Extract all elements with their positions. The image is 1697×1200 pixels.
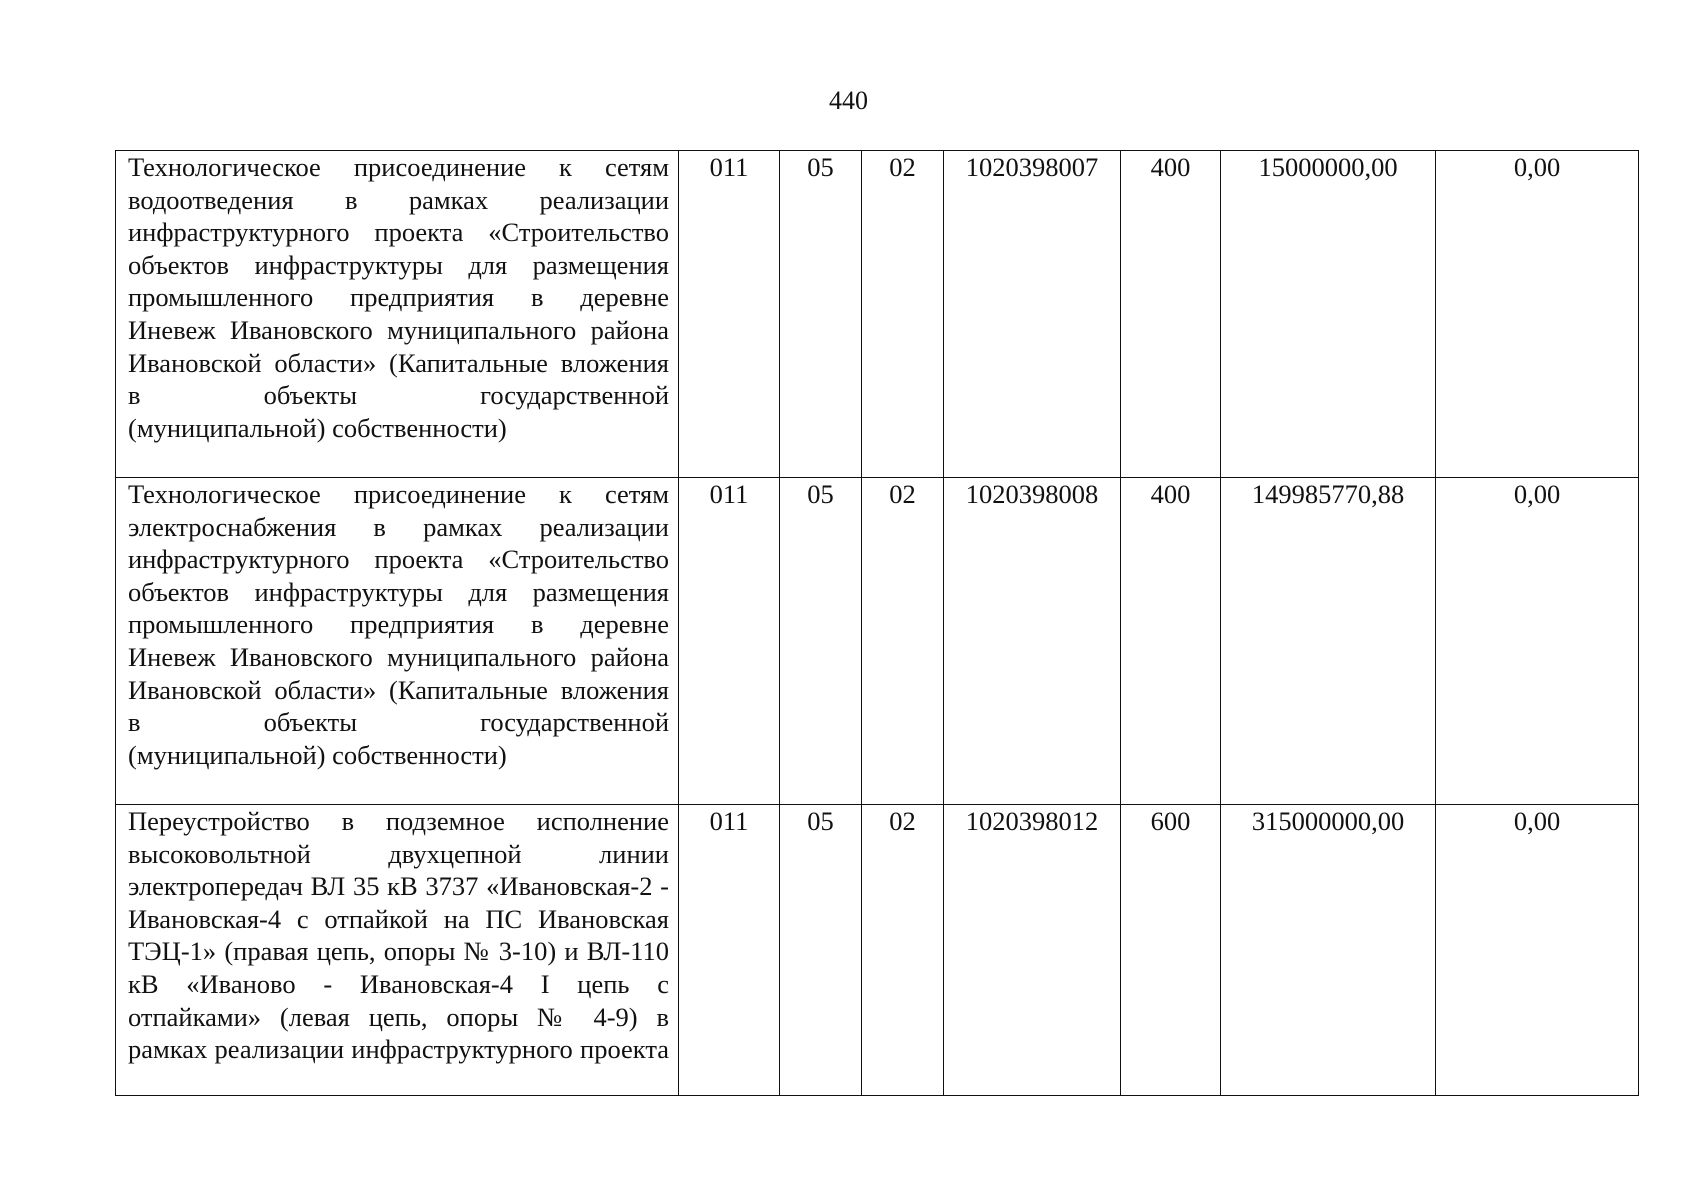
grbs-code: 011 <box>709 152 749 182</box>
amount-1-cell <box>1221 805 1436 1096</box>
grbs-code: 011 <box>709 806 749 836</box>
amount-2-cell <box>1436 478 1639 805</box>
expense-description: Технологическое присоединение к сетям электроснабжения в рамках реализации инфраструктурного проекта «Строительство объектов инфраструктуры для размещения промышленного предприятия в деревне Иневеж Ивановского муниципального района Ивановской области» (Капитальные вложения в объекты государственной <box>128 479 669 738</box>
grbs-cell <box>679 805 780 1096</box>
expense-type-code: 600 <box>1150 806 1191 836</box>
section-code: 05 <box>807 806 834 836</box>
expense-description-cell <box>116 805 679 1096</box>
expense-description-cell <box>116 478 679 805</box>
amount-1: 149985770,88 <box>1251 479 1405 509</box>
table-row <box>116 805 1639 1096</box>
table-row <box>116 151 1639 478</box>
amount-1-cell <box>1221 478 1436 805</box>
subsection-cell <box>862 478 944 805</box>
target-article-code: 1020398012 <box>965 806 1099 836</box>
subsection-code: 02 <box>889 479 916 509</box>
subsection-code: 02 <box>889 152 916 182</box>
expense-type-cell <box>1121 805 1221 1096</box>
amount-2-cell <box>1436 151 1639 478</box>
section-cell <box>780 151 862 478</box>
section-cell <box>780 805 862 1096</box>
amount-1: 15000000,00 <box>1258 152 1398 182</box>
section-code: 05 <box>807 479 834 509</box>
target-article-cell <box>944 151 1121 478</box>
amount-2: 0,00 <box>1513 152 1561 182</box>
grbs-code: 011 <box>709 479 749 509</box>
target-article-code: 1020398007 <box>965 152 1099 182</box>
expense-type-code: 400 <box>1150 152 1191 182</box>
grbs-cell <box>679 151 780 478</box>
expense-type-code: 400 <box>1150 479 1191 509</box>
target-article-cell <box>944 805 1121 1096</box>
page-number: 440 <box>829 86 868 115</box>
target-article-cell <box>944 478 1121 805</box>
section-cell <box>780 478 862 805</box>
subsection-cell <box>862 805 944 1096</box>
grbs-cell <box>679 478 780 805</box>
expense-type-cell <box>1121 151 1221 478</box>
budget-table <box>115 150 1639 1096</box>
amount-2: 0,00 <box>1513 806 1561 836</box>
amount-2-cell <box>1436 805 1639 1096</box>
amount-2: 0,00 <box>1513 479 1561 509</box>
target-article-code: 1020398008 <box>965 479 1099 509</box>
expense-description-last-line: (муниципальной) собственности) <box>128 412 507 443</box>
expense-description-cell <box>116 151 679 478</box>
expense-description-last-line: (муниципальной) собственности) <box>128 739 507 770</box>
subsection-code: 02 <box>889 806 916 836</box>
subsection-cell <box>862 151 944 478</box>
section-code: 05 <box>807 152 834 182</box>
expense-description: Переустройство в подземное исполнение высоковольтной двухцепной линии электропередач ВЛ 35 кВ 3737 «Ивановская-2 - Ивановская-4 с отпайкой на ПС Ивановская ТЭЦ-1» (правая цепь, опоры № 3-10) и ВЛ-110 кВ «Иваново - Ивановская-4 I цепь с отпайками» (левая цепь, опоры № 4-9) в рамках реализации инфраструктурного проекта <box>128 806 669 1065</box>
amount-1-cell <box>1221 151 1436 478</box>
expense-description: Технологическое присоединение к сетям водоотведения в рамках реализации инфраструктурного проекта «Строительство объектов инфраструктуры для размещения промышленного предприятия в деревне Иневеж Ивановского муниципального района Ивановской области» (Капитальные вложения в объекты государственной <box>128 152 669 411</box>
table-row <box>116 478 1639 805</box>
expense-type-cell <box>1121 478 1221 805</box>
amount-1: 315000000,00 <box>1251 806 1405 836</box>
